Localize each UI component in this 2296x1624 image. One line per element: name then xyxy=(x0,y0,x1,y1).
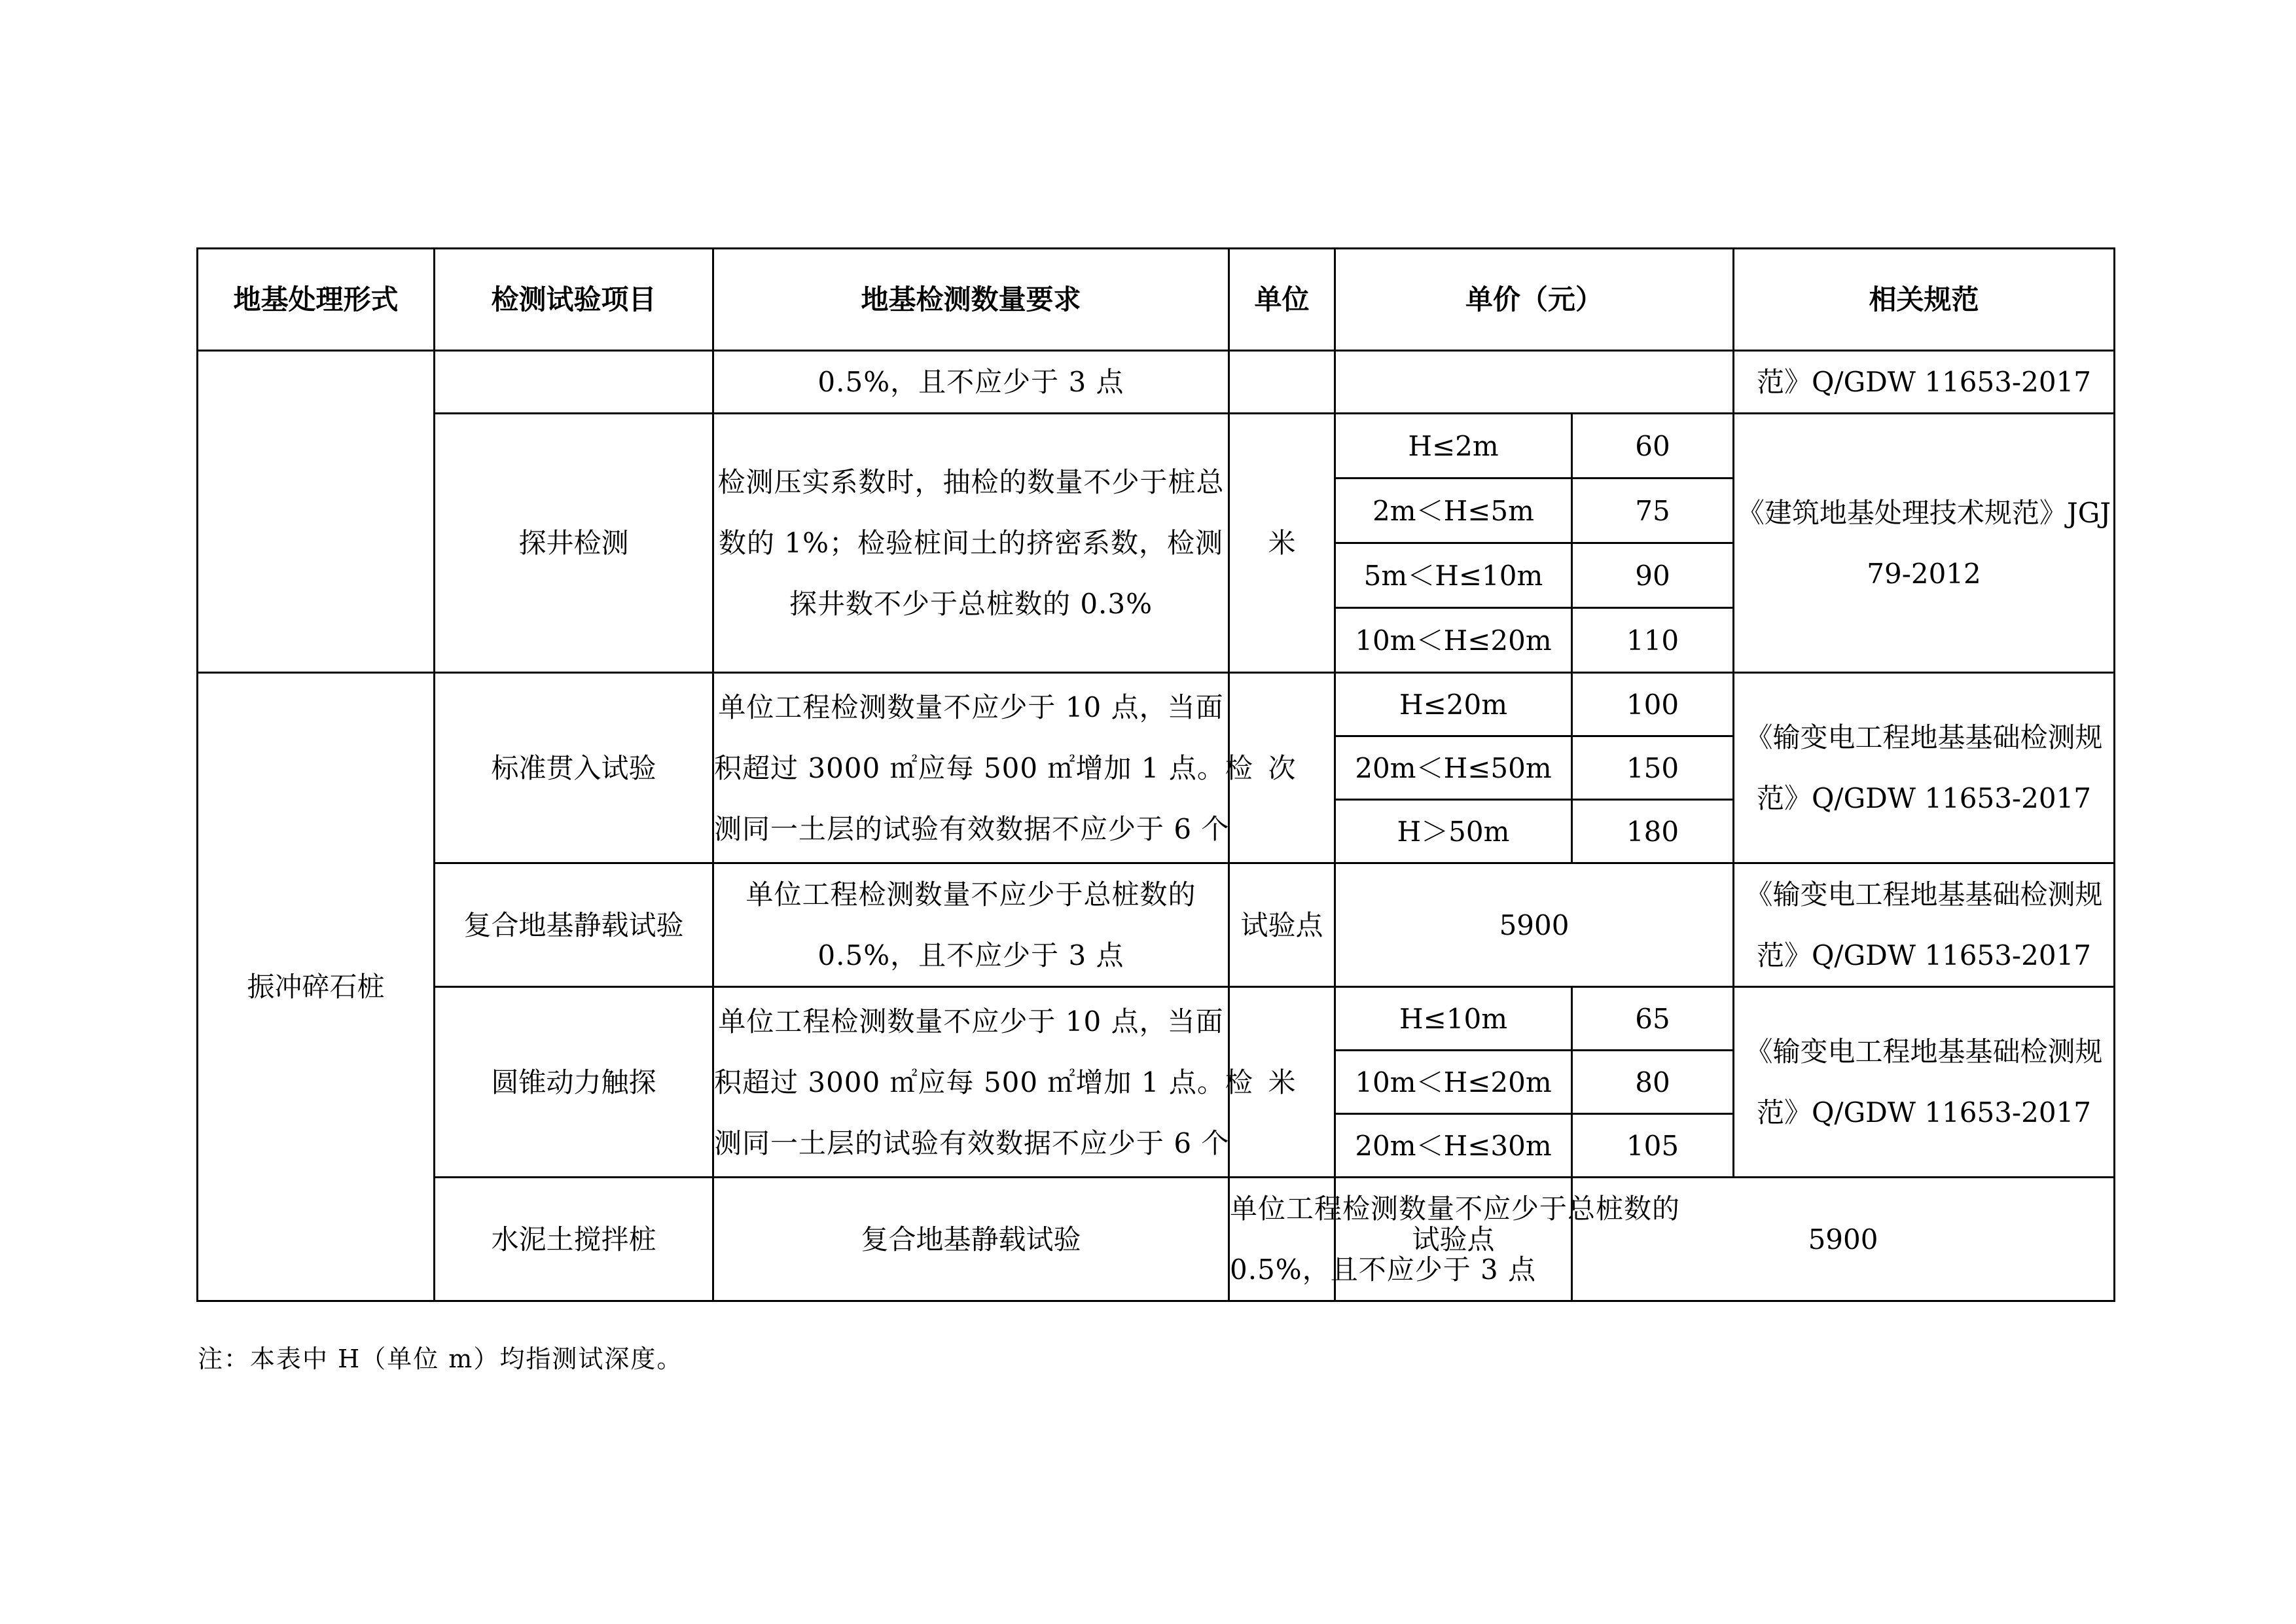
requirement-line: 数的 1%；检验桩间土的挤密系数，检测 xyxy=(719,527,1223,559)
unit-cell: 米 xyxy=(1229,987,1335,1178)
regulation-line: 《建筑地基处理技术规范》JGJ xyxy=(1736,496,2111,529)
depth-range-cell: H≤2m xyxy=(1335,414,1572,478)
requirement-line: 探井数不少于总桩数的 0.3% xyxy=(789,588,1153,620)
header-unit-price: 单价（元） xyxy=(1335,249,1734,351)
depth-range-cell: 20m＜H≤30m xyxy=(1335,1114,1572,1178)
test-item-text: 探井检测 xyxy=(518,527,629,559)
header-quantity-requirement: 地基检测数量要求 xyxy=(713,249,1229,351)
table-header-row xyxy=(198,249,2115,351)
price-cell: 75 xyxy=(1572,478,1734,543)
price-cell: 180 xyxy=(1572,800,1734,863)
test-item-cell xyxy=(435,673,713,863)
table-row xyxy=(198,863,2115,987)
depth-range-cell: H＞50m xyxy=(1335,800,1572,863)
header-test-item: 检测试验项目 xyxy=(435,249,713,351)
regulation-line: 79-2012 xyxy=(1867,557,1981,590)
requirement-cell xyxy=(713,351,1229,414)
regulation-cell xyxy=(1734,351,2115,414)
depth-range-cell: H≤20m xyxy=(1335,673,1572,736)
table-row xyxy=(198,351,2115,414)
foundation-type-cell xyxy=(435,1178,713,1301)
header-foundation-type: 地基处理形式 xyxy=(198,249,435,351)
foundation-type-cell-blank xyxy=(198,351,435,673)
foundation-type-text: 水泥土搅拌桩 xyxy=(491,1223,656,1255)
test-item-text: 复合地基静载试验 xyxy=(463,909,684,941)
unit-cell: 试验点 xyxy=(1335,1178,1572,1301)
depth-range-cell: 10m＜H≤20m xyxy=(1335,1051,1572,1114)
regulation-cell xyxy=(1734,414,2115,673)
requirement-line: 0.5%，且不应少于 3 点 xyxy=(817,939,1124,971)
requirement-line: 积超过 3000 ㎡应每 500 ㎡增加 1 点。检 xyxy=(714,1066,1253,1098)
price-cell: 65 xyxy=(1572,987,1734,1051)
requirement-line: 积超过 3000 ㎡应每 500 ㎡增加 1 点。检 xyxy=(714,751,1253,784)
test-item-cell xyxy=(435,863,713,987)
depth-range-cell: 10m＜H≤20m xyxy=(1335,608,1572,673)
price-cell: 150 xyxy=(1572,736,1734,800)
regulation-line: 范》Q/GDW 11653-2017 xyxy=(1757,939,2092,971)
table-row xyxy=(198,1178,2115,1301)
requirement-cell xyxy=(713,673,1253,863)
price-cell: 100 xyxy=(1572,673,1734,736)
regulation-cell xyxy=(1734,863,2115,987)
requirement-line: 检测压实系数时，抽检的数量不少于桩总 xyxy=(717,466,1225,498)
unit-cell: 米 xyxy=(1229,414,1335,673)
test-item-cell-blank xyxy=(435,351,713,414)
requirement-line: 0.5%，且不应少于 3 点 xyxy=(1230,1254,1537,1286)
test-item-text: 复合地基静载试验 xyxy=(861,1223,1081,1255)
price-cell: 80 xyxy=(1572,1051,1734,1114)
requirement-line: 单位工程检测数量不应少于总桩数的 xyxy=(745,878,1196,911)
test-item-text: 标准贯入试验 xyxy=(491,751,656,784)
table-row xyxy=(198,673,2115,736)
regulation-line: 《输变电工程地基基础检测规 xyxy=(1745,721,2103,753)
price-cell-blank xyxy=(1335,351,1734,414)
price-cell: 105 xyxy=(1572,1114,1734,1178)
requirement-text: 0.5%，且不应少于 3 点 xyxy=(817,366,1124,398)
header-regulation: 相关规范 xyxy=(1734,249,2115,351)
unit-cell-blank xyxy=(1229,351,1335,414)
test-item-cell xyxy=(713,1178,1229,1301)
unit-cell: 次 xyxy=(1229,673,1335,863)
depth-range-cell: 5m＜H≤10m xyxy=(1335,543,1572,608)
test-item-cell xyxy=(435,987,713,1178)
regulation-line: 范》Q/GDW 11653-2017 xyxy=(1757,782,2092,814)
requirement-cell xyxy=(713,987,1253,1178)
table-row xyxy=(198,414,2115,478)
depth-range-cell: 2m＜H≤5m xyxy=(1335,478,1572,543)
header-unit: 单位 xyxy=(1229,249,1335,351)
regulation-line: 《输变电工程地基基础检测规 xyxy=(1745,878,2103,911)
requirement-cell xyxy=(713,863,1229,987)
foundation-type-cell xyxy=(198,673,435,1301)
test-item-text: 圆锥动力触探 xyxy=(491,1066,656,1098)
regulation-cell xyxy=(1734,673,2115,863)
price-cell: 5900 xyxy=(1572,1178,2115,1301)
regulation-line: 范》Q/GDW 11653-2017 xyxy=(1757,1096,2092,1128)
requirement-line: 测同一土层的试验有效数据不应少于 6 个 xyxy=(714,1127,1230,1159)
requirement-line: 单位工程检测数量不应少于 10 点，当面 xyxy=(718,691,1224,723)
table-footnote: 注：本表中 H（单位 m）均指测试深度。 xyxy=(198,1344,683,1373)
requirement-line: 单位工程检测数量不应少于 10 点，当面 xyxy=(718,1005,1224,1038)
depth-range-cell: H≤10m xyxy=(1335,987,1572,1051)
requirement-line: 单位工程检测数量不应少于总桩数的 xyxy=(1230,1193,1681,1225)
requirement-line: 测同一土层的试验有效数据不应少于 6 个 xyxy=(714,812,1230,845)
unit-cell: 试验点 xyxy=(1229,863,1335,987)
inspection-price-table xyxy=(196,247,2115,1302)
price-cell: 60 xyxy=(1572,414,1734,478)
table-row xyxy=(198,987,2115,1051)
regulation-cell xyxy=(1734,987,2115,1178)
foundation-type-text: 振冲碎石桩 xyxy=(247,971,385,1003)
test-item-cell xyxy=(435,414,713,673)
requirement-cell xyxy=(713,414,1229,673)
depth-range-cell: 20m＜H≤50m xyxy=(1335,736,1572,800)
price-cell: 5900 xyxy=(1335,863,1734,987)
price-cell: 90 xyxy=(1572,543,1734,608)
price-cell: 110 xyxy=(1572,608,1734,673)
regulation-line: 《输变电工程地基基础检测规 xyxy=(1745,1036,2103,1068)
regulation-text: 范》Q/GDW 11653-2017 xyxy=(1757,366,2092,398)
